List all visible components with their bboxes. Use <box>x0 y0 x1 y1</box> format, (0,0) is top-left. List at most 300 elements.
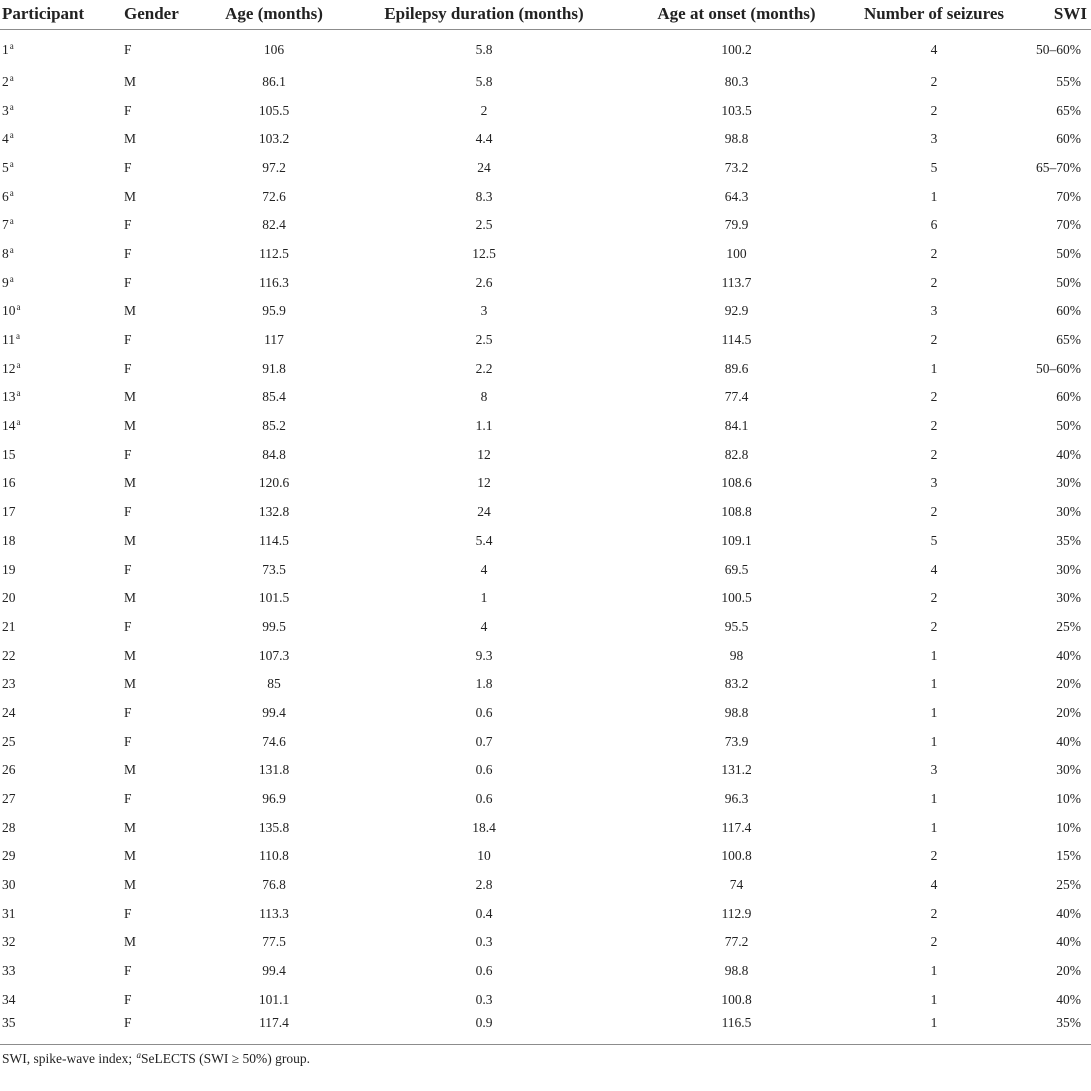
onset-cell: 98.8 <box>724 963 749 979</box>
table-row <box>0 440 1091 469</box>
seizures-cell: 5 <box>930 159 938 175</box>
age-cell: 101.5 <box>258 590 290 606</box>
gender-cell: F <box>124 41 132 57</box>
swi-cell: 40% <box>1056 446 1081 462</box>
swi-cell: 55% <box>1056 73 1081 89</box>
table-row <box>0 986 1091 1015</box>
table-row <box>0 641 1091 670</box>
duration-cell: 4.4 <box>475 131 493 147</box>
gender-cell: F <box>124 963 132 979</box>
age-cell: 101.1 <box>258 991 290 1007</box>
participant-cell <box>0 412 124 441</box>
gender-cell: M <box>124 73 137 89</box>
participant-id: 5 <box>2 159 9 175</box>
participant-cell <box>0 928 124 957</box>
participant-id: 8 <box>2 245 9 261</box>
seizures-cell: 1 <box>930 188 938 204</box>
participant-id: 35 <box>2 1015 16 1031</box>
gender-cell: F <box>124 561 132 577</box>
header-gender: Gender <box>124 0 194 30</box>
seizures-cell: 1 <box>930 819 938 835</box>
participant-id: 29 <box>2 848 16 864</box>
participant-id: 30 <box>2 877 16 893</box>
duration-cell: 1.1 <box>475 418 493 434</box>
participant-id: 27 <box>2 791 16 807</box>
participant-superscript: a <box>9 273 14 284</box>
swi-cell: 15% <box>1056 848 1081 864</box>
swi-cell: 25% <box>1056 618 1081 634</box>
participant-id: 31 <box>2 905 16 921</box>
participant-id: 7 <box>2 217 9 233</box>
header-number-of-seizures: Number of seizures <box>859 0 1009 30</box>
participant-cell <box>0 440 124 469</box>
participant-cell <box>0 555 124 584</box>
participant-cell <box>0 182 124 211</box>
onset-cell: 77.4 <box>724 389 749 405</box>
swi-cell: 70% <box>1056 217 1081 233</box>
participant-cell <box>0 670 124 699</box>
seizures-cell: 1 <box>930 991 938 1007</box>
onset-cell: 117.4 <box>721 819 752 835</box>
age-cell: 99.5 <box>262 618 286 634</box>
table-row <box>0 871 1091 900</box>
participant-id: 10 <box>2 303 16 319</box>
swi-cell: 30% <box>1056 475 1081 491</box>
gender-cell: M <box>124 303 137 319</box>
participant-cell <box>0 125 124 154</box>
participant-superscript: a <box>9 130 14 141</box>
participant-id: 12 <box>2 360 16 376</box>
age-cell: 112.5 <box>259 245 289 261</box>
duration-cell: 0.6 <box>475 963 493 979</box>
gender-cell: M <box>124 590 137 606</box>
table-row <box>0 211 1091 240</box>
onset-cell: 108.8 <box>721 504 752 520</box>
gender-cell: F <box>124 618 132 634</box>
age-cell: 86.1 <box>262 73 286 89</box>
swi-cell: 20% <box>1056 676 1081 692</box>
gender-cell: F <box>124 245 132 261</box>
seizures-cell: 2 <box>930 848 938 864</box>
onset-cell: 83.2 <box>724 676 749 692</box>
table-row <box>0 957 1091 986</box>
onset-cell: 73.2 <box>724 159 749 175</box>
swi-cell: 35% <box>1056 1015 1081 1031</box>
duration-cell: 1.8 <box>475 676 493 692</box>
table-footnote <box>0 1045 1091 1067</box>
onset-cell: 100.8 <box>721 991 752 1007</box>
table-row <box>0 756 1091 785</box>
duration-cell: 5.4 <box>475 532 493 548</box>
onset-cell: 100.5 <box>721 590 752 606</box>
table-row <box>0 68 1091 97</box>
table-row <box>0 555 1091 584</box>
table-row <box>0 96 1091 125</box>
table-row <box>0 1014 1091 1040</box>
swi-cell: 50% <box>1056 245 1081 261</box>
table-row <box>0 154 1091 183</box>
seizures-cell: 1 <box>930 1015 938 1031</box>
age-cell: 82.4 <box>262 217 286 233</box>
gender-cell: M <box>124 475 137 491</box>
onset-cell: 80.3 <box>724 73 749 89</box>
onset-cell: 103.5 <box>721 102 752 118</box>
participant-cell <box>0 527 124 556</box>
participant-id: 16 <box>2 475 16 491</box>
participant-id: 19 <box>2 561 16 577</box>
participant-cell <box>0 383 124 412</box>
participant-id: 4 <box>2 131 9 147</box>
age-cell: 103.2 <box>258 131 290 147</box>
gender-cell: F <box>124 360 132 376</box>
onset-cell: 113.7 <box>721 274 752 290</box>
swi-cell: 60% <box>1056 131 1081 147</box>
duration-cell: 10 <box>477 848 491 864</box>
participant-cell <box>0 699 124 728</box>
duration-cell: 2.5 <box>475 332 493 348</box>
participant-cell <box>0 268 124 297</box>
participant-superscript: a <box>16 417 21 428</box>
participant-superscript: a <box>16 388 21 399</box>
gender-cell: F <box>124 791 132 807</box>
swi-cell: 35% <box>1056 532 1081 548</box>
gender-cell: F <box>124 704 132 720</box>
footnote-marker: a <box>136 1049 141 1060</box>
duration-cell: 1 <box>480 590 488 606</box>
age-cell: 73.5 <box>262 561 286 577</box>
participant-cell <box>0 899 124 928</box>
duration-cell: 0.3 <box>475 991 493 1007</box>
participant-id: 13 <box>2 389 16 405</box>
duration-cell: 12.5 <box>472 245 496 261</box>
age-cell: 120.6 <box>258 475 290 491</box>
participant-cell <box>0 785 124 814</box>
seizures-cell: 2 <box>930 418 938 434</box>
participant-superscript: a <box>16 359 21 370</box>
duration-cell: 0.4 <box>475 905 493 921</box>
header-row <box>0 0 1091 30</box>
swi-cell: 30% <box>1056 590 1081 606</box>
seizures-cell: 2 <box>930 905 938 921</box>
duration-cell: 2.2 <box>475 360 493 376</box>
onset-cell: 98.8 <box>724 704 749 720</box>
participant-id: 24 <box>2 704 16 720</box>
seizures-cell: 3 <box>930 303 938 319</box>
duration-cell: 2 <box>480 102 488 118</box>
age-cell: 99.4 <box>262 963 286 979</box>
swi-cell: 10% <box>1056 791 1081 807</box>
swi-cell: 50–60% <box>1036 360 1081 376</box>
table-row <box>0 785 1091 814</box>
age-cell: 105.5 <box>258 102 290 118</box>
age-cell: 74.6 <box>262 733 286 749</box>
duration-cell: 24 <box>477 504 491 520</box>
participant-id: 28 <box>2 819 16 835</box>
duration-cell: 12 <box>477 475 491 491</box>
onset-cell: 100.8 <box>721 848 752 864</box>
table-body <box>0 30 1091 1040</box>
participant-cell <box>0 641 124 670</box>
participant-id: 21 <box>2 618 16 634</box>
participant-cell <box>0 326 124 355</box>
participant-id: 3 <box>2 102 9 118</box>
header-epilepsy-duration: Epilepsy duration (months) <box>354 0 614 30</box>
swi-cell: 10% <box>1056 819 1081 835</box>
participant-cell <box>0 813 124 842</box>
table-row <box>0 297 1091 326</box>
participant-superscript: a <box>9 158 14 169</box>
participant-cell <box>0 613 124 642</box>
gender-cell: M <box>124 188 137 204</box>
table-row <box>0 354 1091 383</box>
seizures-cell: 2 <box>930 504 938 520</box>
duration-cell: 24 <box>477 159 491 175</box>
participant-cell <box>0 756 124 785</box>
age-cell: 96.9 <box>262 791 286 807</box>
gender-cell: F <box>124 733 132 749</box>
seizures-cell: 6 <box>930 217 938 233</box>
gender-cell: M <box>124 676 137 692</box>
table-row <box>0 727 1091 756</box>
table-row <box>0 584 1091 613</box>
table-row <box>0 670 1091 699</box>
seizures-cell: 2 <box>930 332 938 348</box>
table-row <box>0 899 1091 928</box>
age-cell: 85.2 <box>262 418 286 434</box>
table-row <box>0 527 1091 556</box>
seizures-cell: 1 <box>930 360 938 376</box>
participant-id: 18 <box>2 532 16 548</box>
gender-cell: M <box>124 532 137 548</box>
gender-cell: M <box>124 389 137 405</box>
gender-cell: F <box>124 159 132 175</box>
duration-cell: 4 <box>480 618 488 634</box>
table-row <box>0 182 1091 211</box>
participant-cell <box>0 297 124 326</box>
age-cell: 95.9 <box>262 303 286 319</box>
onset-cell: 74 <box>729 877 744 893</box>
gender-cell: M <box>124 647 137 663</box>
swi-cell: 65% <box>1056 332 1081 348</box>
age-cell: 110.8 <box>259 848 289 864</box>
duration-cell: 5.8 <box>475 41 493 57</box>
swi-cell: 40% <box>1056 733 1081 749</box>
swi-cell: 40% <box>1056 991 1081 1007</box>
seizures-cell: 2 <box>930 446 938 462</box>
duration-cell: 0.7 <box>475 733 493 749</box>
onset-cell: 84.1 <box>724 418 749 434</box>
seizures-cell: 1 <box>930 963 938 979</box>
participant-id: 33 <box>2 963 16 979</box>
participant-superscript: a <box>9 187 14 198</box>
age-cell: 85 <box>267 676 281 692</box>
participant-cell <box>0 842 124 871</box>
participant-id: 26 <box>2 762 16 778</box>
onset-cell: 100.2 <box>721 41 752 57</box>
onset-cell: 82.8 <box>724 446 749 462</box>
gender-cell: F <box>124 446 132 462</box>
gender-cell: M <box>124 819 137 835</box>
gender-cell: F <box>124 217 132 233</box>
participant-id: 20 <box>2 590 16 606</box>
gender-cell: M <box>124 418 137 434</box>
participant-id: 15 <box>2 446 16 462</box>
participant-id: 22 <box>2 647 16 663</box>
seizures-cell: 2 <box>930 389 938 405</box>
duration-cell: 5.8 <box>475 73 493 89</box>
onset-cell: 92.9 <box>724 303 749 319</box>
duration-cell: 12 <box>477 446 491 462</box>
duration-cell: 8.3 <box>475 188 493 204</box>
participant-cell <box>0 154 124 183</box>
age-cell: 97.2 <box>262 159 286 175</box>
table-row <box>0 240 1091 269</box>
participant-superscript: a <box>9 244 14 255</box>
swi-cell: 65% <box>1056 102 1081 118</box>
age-cell: 84.8 <box>262 446 286 462</box>
footnote-text: SWI, spike-wave index; <box>2 1050 136 1066</box>
table-row <box>0 813 1091 842</box>
age-cell: 77.5 <box>262 934 286 950</box>
duration-cell: 18.4 <box>472 819 496 835</box>
age-cell: 116.3 <box>259 274 289 290</box>
onset-cell: 73.9 <box>724 733 749 749</box>
header-age: Age (months) <box>194 0 354 30</box>
swi-cell: 20% <box>1056 704 1081 720</box>
onset-cell: 69.5 <box>724 561 749 577</box>
swi-cell: 50–60% <box>1036 41 1081 57</box>
participant-cell <box>0 727 124 756</box>
gender-cell: M <box>124 762 137 778</box>
age-cell: 135.8 <box>258 819 290 835</box>
table-row <box>0 383 1091 412</box>
gender-cell: F <box>124 274 132 290</box>
duration-cell: 0.3 <box>475 934 493 950</box>
table-row <box>0 412 1091 441</box>
seizures-cell: 1 <box>930 733 938 749</box>
participant-superscript: a <box>9 72 14 83</box>
participant-superscript: a <box>16 302 21 313</box>
gender-cell: M <box>124 131 137 147</box>
onset-cell: 79.9 <box>724 217 749 233</box>
age-cell: 85.4 <box>262 389 286 405</box>
duration-cell: 9.3 <box>475 647 493 663</box>
participant-superscript: a <box>16 331 20 342</box>
seizures-cell: 2 <box>930 102 938 118</box>
duration-cell: 2.6 <box>475 274 493 290</box>
participant-id: 14 <box>2 418 16 434</box>
seizures-cell: 2 <box>930 618 938 634</box>
gender-cell: F <box>124 332 132 348</box>
gender-cell: F <box>124 905 132 921</box>
seizures-cell: 3 <box>930 131 938 147</box>
participant-id: 34 <box>2 991 16 1007</box>
participant-id: 25 <box>2 733 16 749</box>
participant-id: 1 <box>2 41 9 57</box>
participant-id: 17 <box>2 504 16 520</box>
participant-superscript: a <box>9 101 14 112</box>
onset-cell: 77.2 <box>724 934 749 950</box>
swi-cell: 65–70% <box>1036 159 1081 175</box>
header-swi: SWI <box>1009 0 1091 30</box>
duration-cell: 0.6 <box>475 791 493 807</box>
table-row <box>0 842 1091 871</box>
participant-cell <box>0 240 124 269</box>
age-cell: 106 <box>263 41 285 57</box>
swi-cell: 50% <box>1056 274 1081 290</box>
swi-cell: 30% <box>1056 762 1081 778</box>
gender-cell: M <box>124 934 137 950</box>
duration-cell: 2.5 <box>475 217 493 233</box>
participant-cell <box>0 871 124 900</box>
participant-cell <box>0 354 124 383</box>
swi-cell: 25% <box>1056 877 1081 893</box>
duration-cell: 3 <box>480 303 488 319</box>
seizures-cell: 1 <box>930 647 938 663</box>
onset-cell: 116.5 <box>721 1015 752 1031</box>
age-cell: 72.6 <box>262 188 286 204</box>
swi-cell: 50% <box>1056 418 1081 434</box>
participant-id: 2 <box>2 73 9 89</box>
onset-cell: 89.6 <box>724 360 749 376</box>
participant-id: 32 <box>2 934 16 950</box>
gender-cell: M <box>124 848 137 864</box>
table-row <box>0 469 1091 498</box>
duration-cell: 0.6 <box>475 762 493 778</box>
participant-cell <box>0 498 124 527</box>
gender-cell: M <box>124 877 137 893</box>
age-cell: 107.3 <box>258 647 290 663</box>
swi-cell: 40% <box>1056 934 1081 950</box>
seizures-cell: 2 <box>930 73 938 89</box>
seizures-cell: 3 <box>930 475 938 491</box>
participant-superscript: a <box>9 40 14 51</box>
seizures-cell: 2 <box>930 274 938 290</box>
participant-id: 9 <box>2 274 9 290</box>
participant-cell <box>0 584 124 613</box>
age-cell: 91.8 <box>262 360 286 376</box>
onset-cell: 98.8 <box>724 131 749 147</box>
participant-cell <box>0 469 124 498</box>
header-age-at-onset: Age at onset (months) <box>614 0 859 30</box>
seizures-cell: 1 <box>930 676 938 692</box>
table-row <box>0 125 1091 154</box>
onset-cell: 64.3 <box>724 188 749 204</box>
seizures-cell: 4 <box>930 41 938 57</box>
gender-cell: F <box>124 1015 132 1031</box>
onset-cell: 114.5 <box>721 332 752 348</box>
gender-cell: F <box>124 504 132 520</box>
swi-cell: 60% <box>1056 303 1081 319</box>
swi-cell: 20% <box>1056 963 1081 979</box>
swi-cell: 30% <box>1056 561 1081 577</box>
gender-cell: F <box>124 102 132 118</box>
table-row <box>0 928 1091 957</box>
participant-id: 11 <box>2 332 15 348</box>
participant-cell <box>0 986 124 1015</box>
seizures-cell: 2 <box>930 934 938 950</box>
seizures-cell: 4 <box>930 561 938 577</box>
duration-cell: 0.6 <box>475 704 493 720</box>
participant-cell <box>0 96 124 125</box>
swi-cell: 30% <box>1056 504 1081 520</box>
participant-cell <box>0 957 124 986</box>
age-cell: 76.8 <box>262 877 286 893</box>
table-row <box>0 30 1091 68</box>
onset-cell: 108.6 <box>721 475 752 491</box>
age-cell: 132.8 <box>258 504 290 520</box>
participant-id: 23 <box>2 676 16 692</box>
